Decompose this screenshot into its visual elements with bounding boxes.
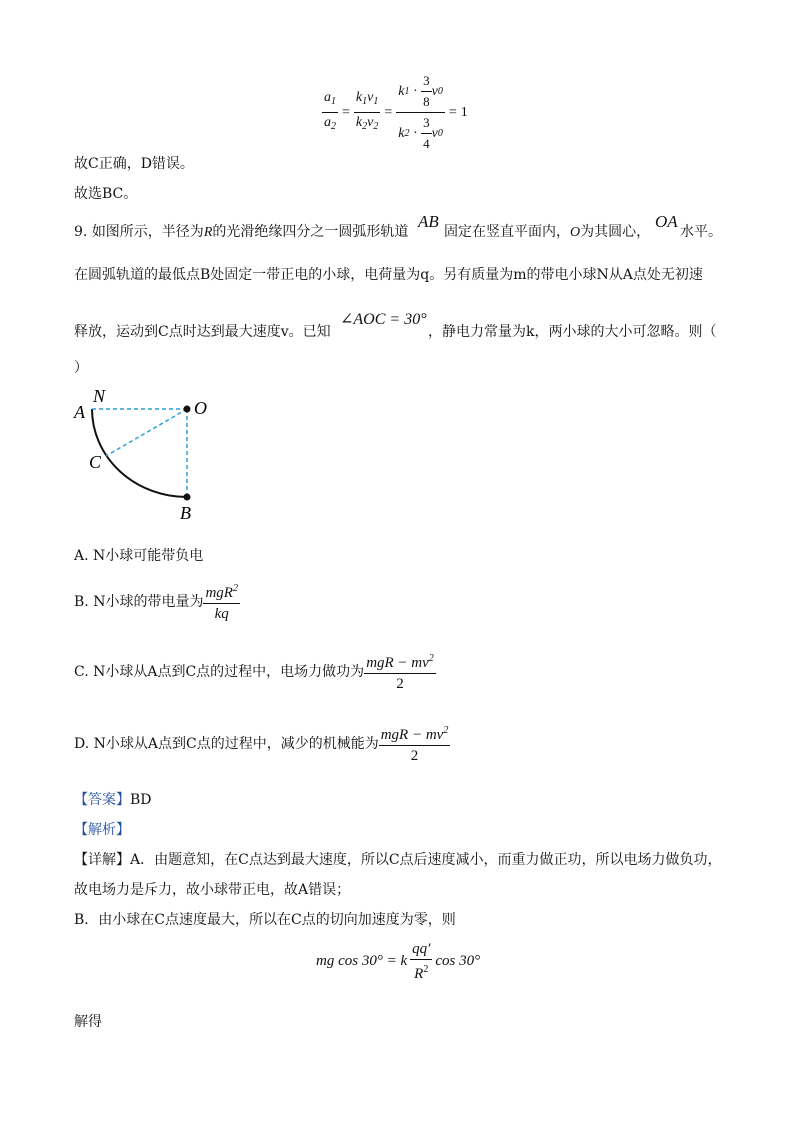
equation-ratio: $\frac{a_1}{a_2}$ = $\frac{k_1v_1}{k_2v_2}$ = k 1 · $\frac{3}{8}$ v 0 k 2 · $\frac{3}{4}$ v 0 = 1 — [324, 73, 468, 151]
label-O: O — [194, 398, 207, 418]
fraction-nested: k 1 · $\frac{3}{8}$ v 0 k 2 · $\frac{3}{4}$ v 0 — [398, 73, 443, 151]
label-OA: OA — [655, 212, 678, 231]
label-A: A — [74, 402, 85, 422]
conclusion-line-1: 故C正确，D错误。 — [74, 156, 194, 172]
figure-arc-diagram — [60, 380, 240, 530]
solve-label: 解得 — [74, 1014, 102, 1030]
detail-line-1: 【详解】A．由题意知，在C点达到最大速度，所以C点后速度减小，而重力做正功，所以电场力做负功， — [74, 852, 722, 868]
line-OC — [106, 409, 187, 456]
label-N: N — [93, 386, 106, 406]
fraction-kv: $\frac{k_1v_1}{k_2v_2}$ — [355, 90, 379, 132]
equation-tangential: mg cos 30° = k $\frac{qq'}{R^2}$ cos 30° — [316, 941, 481, 982]
angle-AOC: ∠AOC = 30° — [340, 311, 427, 328]
question-line-1-cont: 固定在竖直平面内，O为其圆心， — [444, 224, 651, 240]
fraction-a1-a2: $\frac{a_1}{a_2}$ — [324, 90, 336, 132]
question-line-1: 9. 如图所示，半径为R的光滑绝缘四分之一圆弧形轨道 — [74, 224, 409, 240]
question-line-3b: ，静电力常量为k，两小球的大小可忽略。则（ — [428, 324, 717, 340]
option-A: A. N小球可能带负电 — [74, 548, 204, 564]
point-O — [184, 406, 191, 413]
fraction-B: $\frac{mgR^2}{kq}$ — [205, 583, 238, 622]
question-line-1-end: 水平。 — [680, 224, 722, 240]
fraction-D: $\frac{mgR - mv^2}{2}$ — [380, 725, 449, 764]
label-AB: AB — [418, 212, 439, 231]
question-line-3a: 释放，运动到C点时达到最大速度v。已知 — [74, 324, 331, 340]
point-B — [184, 494, 191, 501]
analysis-label: 【解析】 — [74, 822, 130, 838]
answer-line: 【答案】BD — [74, 792, 152, 808]
question-line-2: 在圆弧轨道的最低点B处固定一带正电的小球，电荷量为q。另有质量为m的带电小球N从A点处无初速 — [74, 267, 703, 283]
question-line-4: ） — [74, 360, 88, 376]
fraction-qq-R2: $\frac{qq'}{R^2}$ — [412, 941, 431, 982]
detail-line-3: B．由小球在C点速度最大，所以在C点的切向加速度为零，则 — [74, 912, 456, 928]
conclusion-line-2: 故选BC。 — [74, 186, 138, 202]
fraction-C: $\frac{mgR - mv^2}{2}$ — [366, 653, 434, 692]
arc-track — [92, 409, 187, 497]
detail-line-2: 故电场力是斥力，故小球带正电，故A错误； — [74, 882, 351, 898]
label-C: C — [89, 452, 102, 472]
label-B: B — [180, 503, 191, 523]
option-D: D. N小球从A点到C点的过程中，减少的机械能为 $\frac{mgR - mv^2}{2}$ — [74, 722, 450, 765]
option-B: B. N小球的带电量为 $\frac{mgR^2}{kq}$ — [74, 580, 240, 623]
option-C: C. N小球从A点到C点的过程中，电场力做功为 $\frac{mgR - mv^2}{2}$ — [74, 650, 436, 693]
